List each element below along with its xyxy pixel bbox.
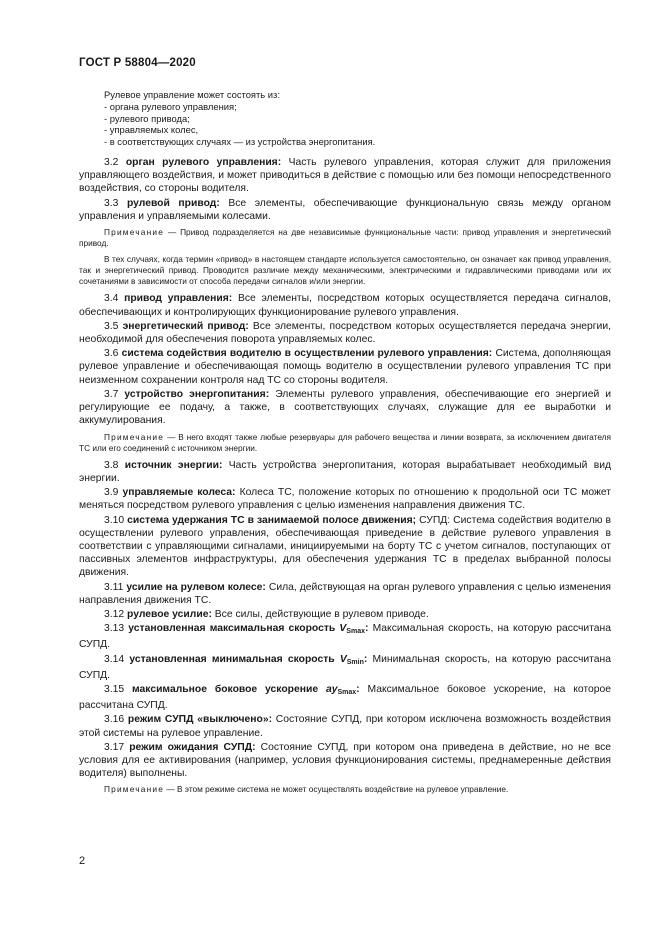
term-number: 3.12 [104,608,125,620]
term-definition: Состояние СУПД, при котором она приведена в действие, но не все условия для ее активирования (например, условия функционирования системы, преднамеренные действия водителя) выполнены. [79,741,612,780]
term-number: 3.9 [104,487,119,499]
term-name: максимальное боковое ускорение [132,683,319,695]
term-name: источник энергии: [124,459,223,471]
document-header: ГОСТ Р 58804—2020 [79,57,196,69]
term-definition: Минимальная скорость, на которую рассчитана СУПД. [79,653,612,681]
term-definition: Все элементы, обеспечивающие функциональную связь между органом управления и управляемыми колесами. [79,197,612,222]
term-number: 3.17 [104,741,125,753]
term-definition: Элементы рулевого управления, обеспечивающие его энергией и регулирующие ее подачу, а также, в соответствующих случаях, служащие для ее выработки и аккумулирования. [79,388,612,427]
term-name: энергетический привод: [122,320,249,332]
term-3-4 [79,292,611,318]
term-number: 3.16 [104,714,125,726]
term-definition: Часть рулевого управления, которая служит для приложения управляющего воздействия, и может приводиться в действие с помощью или без помощи непосредственного воздействия, со стороны водителя. [79,156,612,195]
term-3-10 [79,514,611,580]
term-name: установленная максимальная скорость [128,623,336,635]
term-name: устройство энергопитания: [124,388,270,400]
term-3-5 [79,320,611,346]
term-3-15 [79,683,611,712]
page-number: 2 [79,855,86,867]
term-name: режим ожидания СУПД: [129,741,256,753]
term-3-9 [79,486,611,512]
term-definition: Все силы, действующие в рулевом приводе. [214,608,429,620]
note-1-continuation [79,254,611,287]
term-number: 3.8 [104,459,119,471]
term-3-11 [79,581,611,607]
term-definition: Все элементы, посредством которых осуществляется передача энергии, необходимой для обеспечения поворота управляемых колес. [79,320,611,346]
term-definition: Сила, действующая на орган рулевого управления с целью изменения направления движения ТС. [79,581,612,606]
note-text: — В этом режиме система не может осуществлять воздействие на рулевое управление. [166,784,509,795]
term-name: привод управления: [124,293,233,305]
note-label: Примечание [104,227,165,237]
note-text: — В него входят также любые резервуары для рабочего вещества и линии возврата, за исключением двигателя ТС или его соединений с источником энергии. [79,431,611,453]
page-content [79,89,611,800]
term-number: 3.2 [104,156,119,168]
intro-lead: Рулевое управление может состоять из: [104,89,280,100]
intro-block [79,89,611,148]
term-colon: : [363,653,368,665]
term-3-3 [79,197,611,223]
note-1 [79,227,611,249]
term-symbol-subscript: Smin [346,658,364,666]
term-3-12 [79,608,611,621]
term-colon: : [356,683,360,695]
term-definition: Часть устройства энергопитания, которая вырабатывает необходимый вид энергии. [79,459,612,484]
term-number: 3.6 [104,348,119,360]
term-3-14 [79,653,611,682]
term-3-13 [79,622,611,651]
term-name: управляемые колеса: [122,487,236,499]
term-symbol: V [339,623,347,635]
note-label: Примечание [104,431,165,442]
term-3-8 [79,459,611,485]
term-3-16 [79,713,611,739]
term-number: 3.13 [104,623,125,635]
term-definition: Максимальное боковое ускорение, на которое рассчитана СУПД. [79,683,612,712]
term-definition: Колеса ТС, положение которых по отношению к продольной оси ТС может меняться посредством рулевого управления с целью изменения направления движения ТС. [79,487,612,512]
term-definition: Максимальная скорость, на которую рассчитана СУПД. [79,623,612,651]
term-symbol: V [339,653,347,665]
term-name: рулевой привод: [126,197,220,209]
term-3-6 [79,347,611,387]
term-number: 3.3 [104,197,119,209]
term-symbol-subscript: Smax [346,628,365,636]
term-symbol-subscript: Smax [337,688,357,696]
term-number: 3.4 [104,293,119,305]
term-name: усилие на рулевом колесе: [126,581,266,593]
term-number: 3.14 [104,653,125,665]
intro-item: - рулевого привода; [104,112,190,124]
term-3-2 [79,156,611,196]
term-name: система содействия водителю в осуществлении рулевого управления: [121,348,493,360]
term-name: режим СУПД «выключено»: [127,714,273,726]
term-definition: СУПД: Система содействия водителю в осуществлении рулевого управления, обеспечивающая приведение в действие рулевого управления в соответствии с управляющими сигналами, инициируемыми на борту ТС с учетом сигналов, поступающих от пассивных элементов инфраструктуры, для обеспечения удержания ТС в пределах выбранной полосы движения. [79,514,611,579]
intro-item: - в соответствующих случаях — из устройства энергопитания. [104,136,376,148]
term-number: 3.7 [104,388,119,400]
term-name: система удержания ТС в занимаемой полосе движения; [127,514,417,526]
term-number: 3.15 [104,683,125,695]
note-text: — Привод подразделяется на две независимые функциональные части: привод управления и энергетический привод. [79,227,612,249]
term-colon: : [364,623,369,635]
term-name: установленная минимальная скорость [129,653,335,665]
note-3 [79,784,611,795]
term-number: 3.5 [104,320,119,332]
term-symbol: ay [325,683,338,695]
note-text: В тех случаях, когда термин «привод» в настоящем стандарте используется самостоятельно, он означает как привод управления, так и энергетический привод. Проводится различие между механическими, электрическими и гидравлическими приводами или их сочетаниями в зависимости от способа передачи сигналов и/или энергии. [79,254,611,287]
term-3-7 [79,388,611,428]
term-number: 3.10 [104,514,125,526]
term-3-17 [79,741,611,781]
term-number: 3.11 [104,581,124,593]
note-label: Примечание [104,784,165,795]
term-definition: Система, дополняющая рулевое управление и обеспечивающая помощь водителю в осуществлении рулевого управления ТС при неизменном сохранении контроля над ТС со стороны водителя. [79,348,612,386]
term-definition: Все элементы, посредством которых осуществляется передача сигналов, обеспечивающих и контролирующих функционирование рулевого управления. [79,293,611,318]
term-definition: Состояние СУПД, при котором исключена возможность воздействия этой системы на рулевое управление. [79,714,611,739]
note-2 [79,432,611,454]
intro-item: - органа рулевого управления; [104,100,237,112]
term-name: рулевое усилие: [127,608,212,620]
intro-item: - управляемых колес, [104,124,199,136]
term-name: орган рулевого управления: [125,156,282,168]
